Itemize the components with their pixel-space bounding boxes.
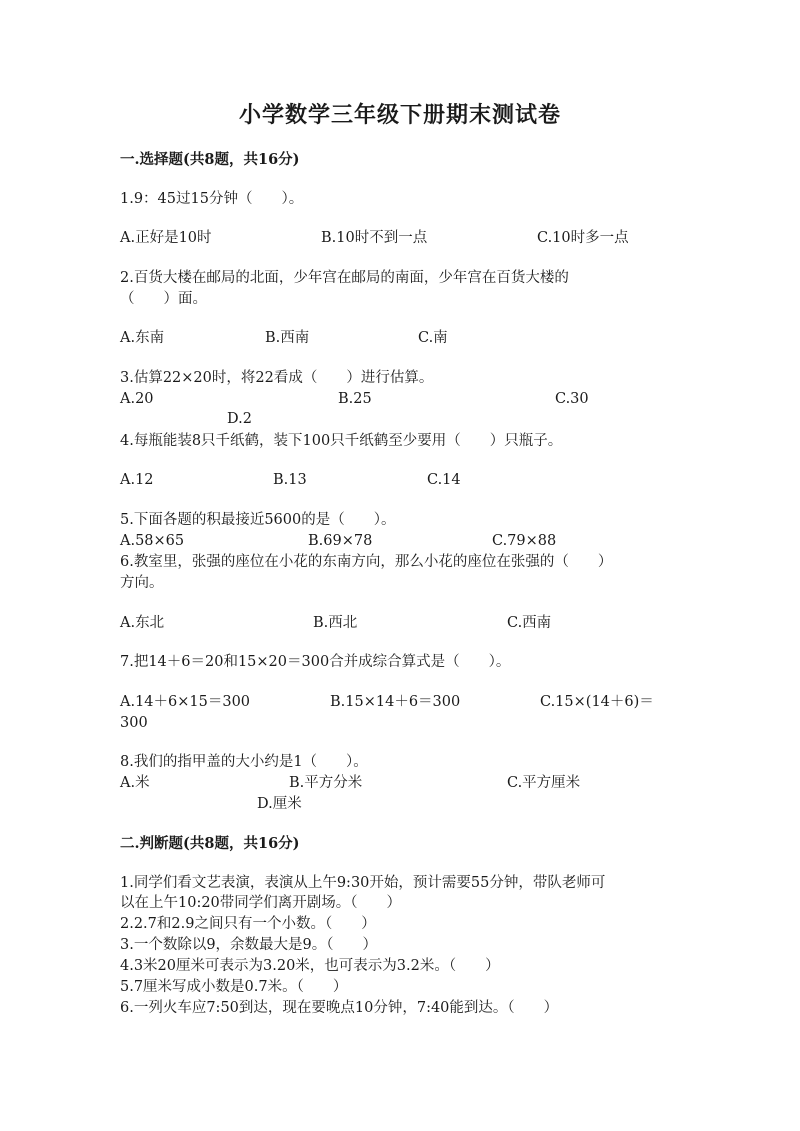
- question-4-option-a: A.12: [120, 472, 154, 488]
- question-3-option-d: D.2: [227, 411, 252, 427]
- question-1-option-b: B.10时不到一点: [321, 230, 428, 246]
- question-4-option-b: B.13: [273, 472, 307, 488]
- judgment-5: 5.7厘米写成小数是0.7米。（ ）: [120, 979, 348, 995]
- question-1-option-c: C.10时多一点: [537, 230, 629, 246]
- section-heading-judgment: 二.判断题(共8题，共16分): [120, 835, 300, 852]
- question-3-option-c: C.30: [555, 391, 589, 407]
- judgment-1-line-1: 1.同学们看文艺表演，表演从上午9:30开始，预计需要55分钟，带队老师可: [120, 875, 606, 891]
- question-6-line-1: 6.教室里，张强的座位在小花的东南方向，那么小花的座位在张强的（ ）: [120, 554, 613, 570]
- question-6-option-a: A.东北: [120, 615, 165, 631]
- section-heading-choice: 一.选择题(共8题，共16分): [120, 151, 300, 168]
- question-7-option-c: C.15×(14＋6)＝: [540, 694, 654, 710]
- question-3-option-b: B.25: [338, 391, 372, 407]
- judgment-6: 6.一列火车应7:50到达，现在要晚点10分钟，7:40能到达。（ ）: [120, 1000, 559, 1016]
- question-6-option-c: C.西南: [507, 615, 552, 631]
- judgment-2: 2.2.7和2.9之间只有一个小数。（ ）: [120, 916, 376, 932]
- question-2-option-a: A.东南: [120, 330, 165, 346]
- question-4-option-c: C.14: [427, 472, 461, 488]
- question-3: 3.估算22×20时，将22看成（ ）进行估算。: [120, 370, 434, 386]
- judgment-1-line-2: 以在上午10:20带同学们离开剧场。（ ）: [120, 895, 402, 911]
- page-title: 小学数学三年级下册期末测试卷: [238, 102, 561, 128]
- question-6-line-2: 方向。: [120, 575, 164, 591]
- question-2-option-c: C.南: [418, 330, 448, 346]
- question-5-option-a: A.58×65: [120, 533, 185, 549]
- question-8-option-b: B.平方分米: [289, 775, 363, 791]
- question-8-option-a: A.米: [120, 775, 150, 791]
- question-1-option-a: A.正好是10时: [120, 230, 212, 246]
- question-7-option-c-continued: 300: [120, 715, 148, 731]
- question-8-option-c: C.平方厘米: [507, 775, 581, 791]
- question-8: 8.我们的指甲盖的大小约是1（ ）。: [120, 754, 368, 770]
- question-2-line-2: （ ）面。: [120, 291, 207, 307]
- question-7: 7.把14＋6＝20和15×20＝300合并成综合算式是（ ）。: [120, 654, 511, 670]
- question-5-option-c: C.79×88: [492, 533, 557, 549]
- question-3-option-a: A.20: [120, 391, 154, 407]
- question-8-option-d: D.厘米: [257, 796, 302, 812]
- question-5-option-b: B.69×78: [308, 533, 373, 549]
- question-6-option-b: B.西北: [313, 615, 358, 631]
- question-1: 1.9：45过15分钟（ ）。: [120, 191, 304, 207]
- question-2-line-1: 2.百货大楼在邮局的北面，少年宫在邮局的南面，少年宫在百货大楼的: [120, 270, 569, 286]
- question-2-option-b: B.西南: [265, 330, 310, 346]
- question-4: 4.每瓶能装8只千纸鹤，装下100只千纸鹤至少要用（ ）只瓶子。: [120, 433, 563, 449]
- question-5: 5.下面各题的积最接近5600的是（ ）。: [120, 512, 396, 528]
- question-7-option-a: A.14＋6×15＝300: [120, 694, 251, 710]
- judgment-4: 4.3米20厘米可表示为3.20米，也可表示为3.2米。（ ）: [120, 958, 500, 974]
- judgment-3: 3.一个数除以9，余数最大是9。（ ）: [120, 937, 378, 953]
- question-7-option-b: B.15×14＋6＝300: [330, 694, 461, 710]
